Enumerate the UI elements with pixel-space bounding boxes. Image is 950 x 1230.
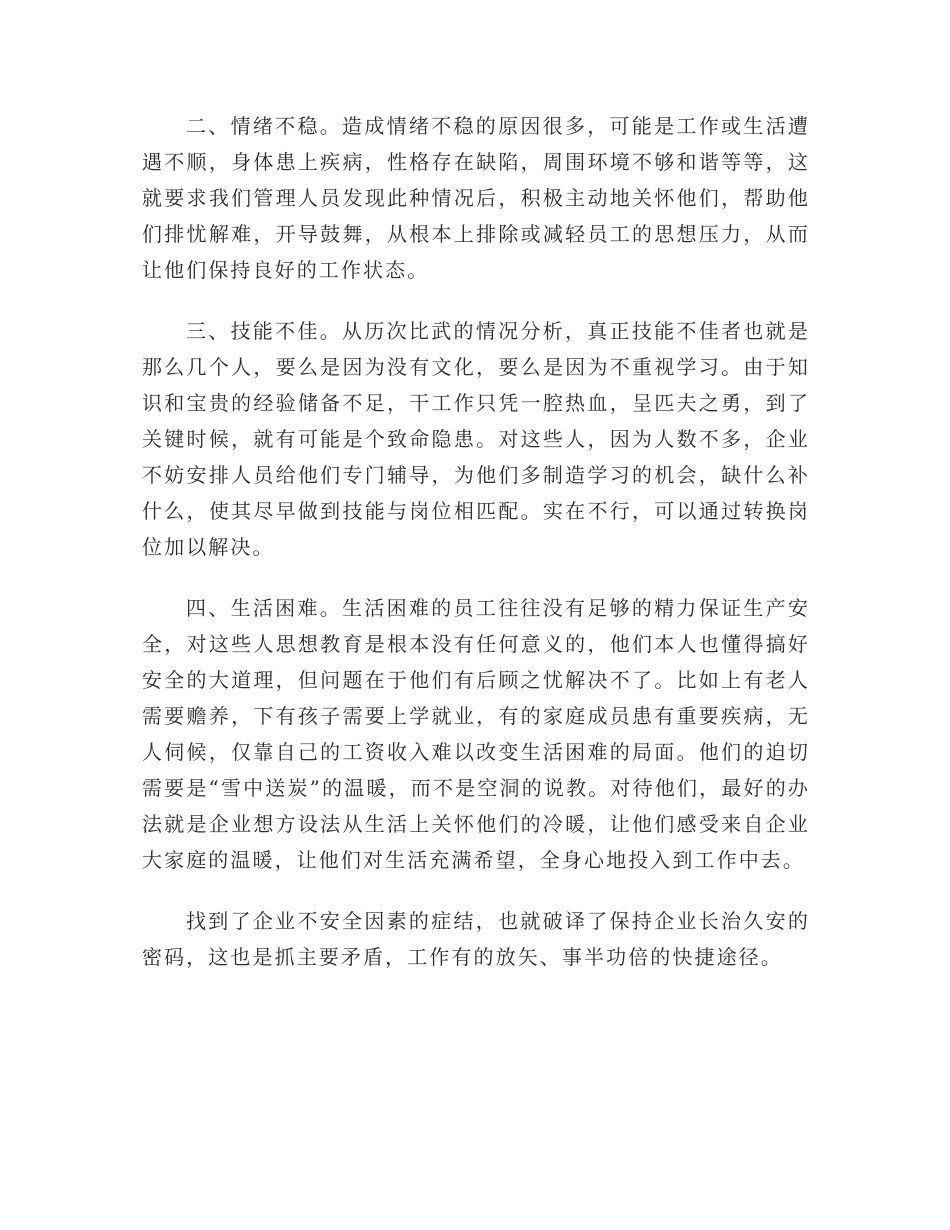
paragraph-conclusion: 找到了企业不安全因素的症结，也就破译了保持企业长治久安的密码，这也是抓主要矛盾，工作有的放矢、事半功倍的快捷途径。 [142,909,810,969]
paragraph-poor-skills: 三、技能不佳。从历次比武的情况分析，真正技能不佳者也就是那么几个人，要么是因为没有文化，要么是因为不重视学习。由于知识和宝贵的经验储备不足，干工作只凭一腔热血，呈匹夫之勇，到了关键时候，就有可能是个致命隐患。对这些人，因为人数不多，企业不妨安排人员给他们专门辅导，为他们多制造学习的机会，缺什么补什么，使其尽早做到技能与岗位相匹配。实在不行，可以通过转换岗位加以解决。 [142,319,810,559]
paragraph-emotional-instability: 二、情绪不稳。造成情绪不稳的原因很多，可能是工作或生活遭遇不顺，身体患上疾病，性格存在缺陷，周围环境不够和谐等等，这就要求我们管理人员发现此种情况后，积极主动地关怀他们，帮助他们排忧解难，开导鼓舞，从根本上排除或减轻员工的思想压力，从而让他们保持良好的工作状态。 [142,114,810,282]
paragraph-life-difficulties: 四、生活困难。生活困难的员工往往没有足够的精力保证生产安全，对这些人思想教育是根本没有任何意义的，他们本人也懂得搞好安全的大道理，但问题在于他们有后顾之忧解决不了。比如上有老人需要赡养，下有孩子需要上学就业，有的家庭成员患有重要疾病，无人伺候，仅靠自己的工资收入难以改变生活困难的局面。他们的迫切需要是“雪中送炭”的温暖，而不是空洞的说教。对待他们，最好的办法就是企业想方设法从生活上关怀他们的冷暖，让他们感受来自企业大家庭的温暖，让他们对生活充满希望，全身心地投入到工作中去。 [142,596,810,872]
document-body [142,108,810,1000]
